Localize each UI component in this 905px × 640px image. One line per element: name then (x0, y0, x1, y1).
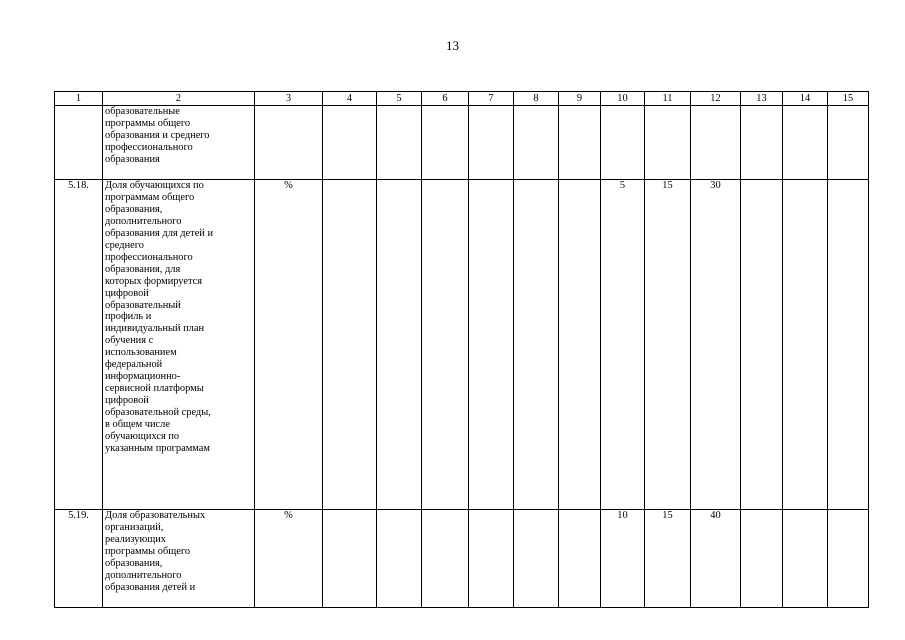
column-header-12: 12 (691, 92, 741, 106)
value-cell-col-14 (783, 106, 828, 180)
column-header-4: 4 (323, 92, 377, 106)
row-number-cell: 5.19. (55, 510, 103, 608)
value-cell-col-15 (828, 510, 869, 608)
value-cell-col-12 (691, 106, 741, 180)
indicator-name-cell: Доля образовательных организаций, реализующих программы общего образования, дополнительного образования детей и (103, 510, 255, 608)
value-cell-col-9 (559, 106, 601, 180)
value-cell-col-4 (323, 180, 377, 510)
column-header-3: 3 (255, 92, 323, 106)
value-cell-col-10: 10 (601, 510, 645, 608)
value-cell-col-7 (469, 180, 514, 510)
column-header-1: 1 (55, 92, 103, 106)
value-cell-col-13 (741, 180, 783, 510)
header-row (55, 92, 869, 106)
value-cell-col-10 (601, 106, 645, 180)
value-cell-col-13 (741, 106, 783, 180)
value-cell-col-5 (377, 106, 422, 180)
value-cell-col-6 (422, 510, 469, 608)
value-cell-col-9 (559, 510, 601, 608)
value-cell-col-7 (469, 510, 514, 608)
value-cell-col-6 (422, 106, 469, 180)
column-header-2: 2 (103, 92, 255, 106)
value-cell-col-8 (514, 510, 559, 608)
value-cell-col-8 (514, 180, 559, 510)
page-number: 13 (446, 38, 459, 53)
value-cell-col-6 (422, 180, 469, 510)
value-cell-col-14 (783, 510, 828, 608)
column-header-8: 8 (514, 92, 559, 106)
value-cell-col-12: 30 (691, 180, 741, 510)
data-table (54, 91, 869, 608)
unit-cell: % (255, 510, 323, 608)
column-header-14: 14 (783, 92, 828, 106)
value-cell-col-10: 5 (601, 180, 645, 510)
column-header-9: 9 (559, 92, 601, 106)
table-row (55, 510, 869, 608)
column-header-15: 15 (828, 92, 869, 106)
value-cell-col-15 (828, 106, 869, 180)
value-cell-col-11: 15 (645, 510, 691, 608)
table-row (55, 106, 869, 180)
value-cell-col-13 (741, 510, 783, 608)
value-cell-col-15 (828, 180, 869, 510)
row-number-cell: 5.18. (55, 180, 103, 510)
value-cell-col-8 (514, 106, 559, 180)
value-cell-col-5 (377, 180, 422, 510)
value-cell-col-14 (783, 180, 828, 510)
value-cell-col-7 (469, 106, 514, 180)
value-cell-col-11: 15 (645, 180, 691, 510)
row-number-cell (55, 106, 103, 180)
column-header-11: 11 (645, 92, 691, 106)
indicator-name-cell: образовательные программы общего образования и среднего профессионального образования (103, 106, 255, 180)
unit-cell: % (255, 180, 323, 510)
value-cell-col-9 (559, 180, 601, 510)
value-cell-col-12: 40 (691, 510, 741, 608)
indicator-name-cell: Доля обучающихся по программам общего образования, дополнительного образования для детей и среднего профессионального образования, для которых формируется цифровой образовательный профиль и индивидуальный план обучения с использованием федеральной информационно- сервисной платформы цифровой образовательной среды, в общем числе обучающихся по указанным программам (103, 180, 255, 510)
value-cell-col-4 (323, 106, 377, 180)
value-cell-col-11 (645, 106, 691, 180)
unit-cell (255, 106, 323, 180)
column-header-13: 13 (741, 92, 783, 106)
column-header-5: 5 (377, 92, 422, 106)
column-header-10: 10 (601, 92, 645, 106)
column-header-6: 6 (422, 92, 469, 106)
column-header-7: 7 (469, 92, 514, 106)
table-row (55, 180, 869, 510)
value-cell-col-5 (377, 510, 422, 608)
value-cell-col-4 (323, 510, 377, 608)
